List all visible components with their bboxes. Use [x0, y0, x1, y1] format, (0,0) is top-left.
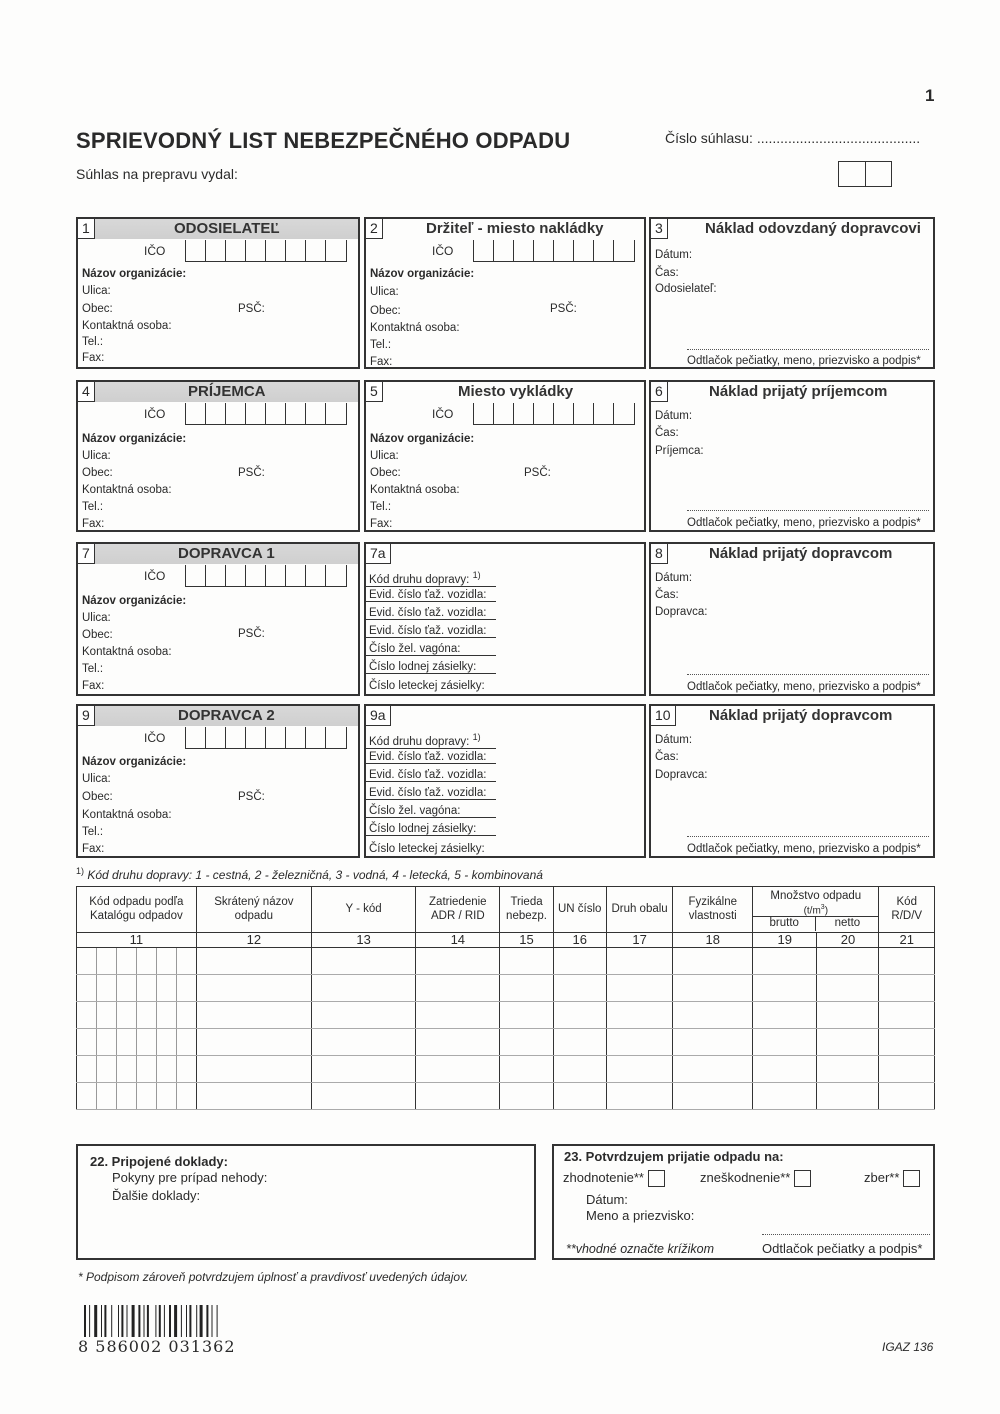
fax-field[interactable]: Fax:	[370, 518, 393, 530]
barcode-number: 8 586002 031362	[78, 1337, 236, 1356]
street-field[interactable]: Ulica:	[370, 450, 399, 462]
col-number: 21	[879, 933, 935, 948]
table-cell[interactable]	[753, 1029, 817, 1056]
receipt-title: 23. Potvrdzujem prijatie odpadu na:	[564, 1149, 784, 1164]
transport-code-label: Kód druhu dopravy:	[369, 735, 470, 748]
form-title: SPRIEVODNÝ LIST NEBEZPEČNÉHO ODPADU	[76, 128, 571, 153]
table-cell[interactable]	[673, 948, 753, 975]
table-cell[interactable]	[553, 1029, 606, 1056]
footnote-text: Kód druhu dopravy: 1 - cestná, 2 - železničná, 3 - vodná, 4 - letecká, 5 - kombinovaná	[87, 868, 543, 882]
section-number: 3	[651, 219, 668, 239]
attached-documents-box	[76, 1144, 536, 1260]
psc-field[interactable]: PSČ:	[524, 467, 551, 479]
col-number: 17	[606, 933, 673, 948]
table-cell[interactable]	[416, 1002, 500, 1029]
table-cell[interactable]	[606, 1029, 673, 1056]
fax-field[interactable]: Fax:	[82, 680, 105, 692]
table-cell[interactable]	[673, 1029, 753, 1056]
quantity-label: Množstvo odpadu	[770, 890, 862, 903]
street-field[interactable]: Ulica:	[82, 773, 111, 785]
col-header-rdv-code: Kód R/D/V	[879, 887, 935, 933]
section-holder-loading	[364, 217, 646, 369]
recovery-label: zhodnotenie**	[563, 1170, 644, 1185]
psc-field[interactable]: PSČ:	[238, 791, 265, 803]
table-cell[interactable]	[77, 975, 197, 1002]
table-cell[interactable]	[817, 1056, 879, 1083]
table-cell[interactable]	[77, 1056, 197, 1083]
ico-input[interactable]	[144, 565, 347, 587]
transport-code-footnote	[76, 866, 543, 882]
col-header-brutto: brutto	[753, 917, 816, 931]
other-documents-field[interactable]: Ďalšie doklady:	[112, 1188, 201, 1203]
table-cell[interactable]	[416, 975, 500, 1002]
waste-table	[76, 886, 935, 1110]
city-field[interactable]: Obec:	[82, 467, 113, 479]
col-header-quantity	[753, 887, 879, 933]
page-number: 1	[925, 86, 935, 105]
section-number: 9a	[366, 706, 391, 726]
ico-input[interactable]	[432, 403, 635, 425]
carrier-field[interactable]: Dopravca:	[655, 769, 708, 781]
fax-field[interactable]: Fax:	[370, 356, 393, 368]
truck-plate-field[interactable]: Evid. číslo ťaž. vozidla:	[366, 787, 496, 800]
receipt-confirmation-box	[552, 1144, 935, 1260]
table-cell[interactable]	[879, 1029, 935, 1056]
col-header-short-name: Skrátený názov odpadu	[196, 887, 311, 933]
attached-documents-title: 22. Pripojené doklady:	[90, 1154, 228, 1169]
col-number: 14	[416, 933, 500, 948]
table-cell[interactable]	[817, 975, 879, 1002]
ico-label: IČO	[144, 244, 166, 258]
table-cell[interactable]	[77, 948, 197, 975]
ico-input[interactable]	[144, 240, 347, 262]
section-title: DOPRAVCA 2	[178, 707, 275, 724]
table-cell[interactable]	[606, 948, 673, 975]
time-field[interactable]: Čas:	[655, 589, 679, 601]
consent-code-boxes[interactable]	[838, 161, 892, 187]
wagon-number-field[interactable]: Číslo žel. vagóna:	[366, 805, 496, 818]
city-field[interactable]: Obec:	[370, 467, 401, 479]
psc-field[interactable]: PSČ:	[238, 303, 265, 315]
col-header-physical: Fyzikálne vlastnosti	[673, 887, 753, 933]
table-cell[interactable]	[879, 975, 935, 1002]
table-row	[77, 1002, 935, 1029]
section-received-recipient	[649, 380, 935, 532]
stamp-signature-area[interactable]: Odtlačok pečiatky a podpis*	[762, 1241, 923, 1256]
section-number: 1	[78, 219, 95, 239]
table-cell[interactable]	[673, 1056, 753, 1083]
org-name-field[interactable]: Názov organizácie:	[370, 268, 475, 280]
ico-label: IČO	[144, 569, 166, 583]
org-name-field[interactable]: Názov organizácie:	[370, 433, 475, 445]
tel-field[interactable]: Tel.:	[82, 501, 104, 513]
street-field[interactable]: Ulica:	[370, 286, 399, 298]
ship-number-field[interactable]: Číslo lodnej zásielky:	[366, 661, 496, 674]
date-field[interactable]: Dátum:	[586, 1192, 628, 1207]
col-header-un-number: UN číslo	[553, 887, 606, 933]
table-cell[interactable]	[879, 1056, 935, 1083]
table-cell[interactable]	[753, 975, 817, 1002]
disposal-option[interactable]	[700, 1170, 811, 1187]
table-cell[interactable]	[553, 975, 606, 1002]
section-title: Náklad prijatý príjemcom	[709, 383, 888, 400]
table-cell[interactable]	[606, 975, 673, 1002]
table-cell[interactable]	[553, 1083, 606, 1110]
table-cell[interactable]	[196, 1029, 311, 1056]
consent-number-field[interactable]: Číslo súhlasu: ..........................................	[665, 130, 921, 146]
table-cell[interactable]	[817, 1002, 879, 1029]
table-cell[interactable]	[196, 1083, 311, 1110]
table-cell[interactable]	[416, 1083, 500, 1110]
section-number: 4	[78, 382, 95, 402]
city-field[interactable]: Obec:	[82, 629, 113, 641]
truck-plate-field[interactable]: Evid. číslo ťaž. vozidla:	[366, 751, 496, 764]
section-title: PRÍJEMCA	[188, 383, 266, 400]
time-field[interactable]: Čas:	[655, 751, 679, 763]
footnote-mark: 1)	[472, 732, 481, 742]
stamp-signature-area[interactable]: Odtlačok pečiatky, meno, priezvisko a podpis*	[687, 355, 921, 367]
ico-label: IČO	[432, 244, 454, 258]
table-cell[interactable]	[753, 948, 817, 975]
city-field[interactable]: Obec:	[82, 791, 113, 803]
table-cell[interactable]	[500, 1056, 553, 1083]
contact-field[interactable]: Kontaktná osoba:	[82, 320, 172, 332]
table-cell[interactable]	[817, 1029, 879, 1056]
stamp-signature-area[interactable]: Odtlačok pečiatky, meno, priezvisko a podpis*	[687, 517, 921, 529]
ico-label: IČO	[432, 407, 454, 421]
air-number-field[interactable]: Číslo leteckej zásielky:	[369, 680, 485, 692]
street-field[interactable]: Ulica:	[82, 612, 111, 624]
consent-issuer-label: Súhlas na prepravu vydal:	[76, 166, 238, 182]
col-header-y-code: Y - kód	[312, 887, 416, 933]
table-cell[interactable]	[500, 975, 553, 1002]
section-title: Náklad prijatý dopravcom	[709, 707, 893, 724]
table-cell[interactable]	[553, 1056, 606, 1083]
table-row	[77, 948, 935, 975]
date-field[interactable]: Dátum:	[655, 249, 693, 261]
stamp-signature-area[interactable]: Odtlačok pečiatky, meno, priezvisko a podpis*	[687, 843, 921, 855]
contact-field[interactable]: Kontaktná osoba:	[82, 484, 172, 496]
psc-field[interactable]: PSČ:	[238, 628, 265, 640]
signature-footnote: * Podpisom zároveň potvrdzujem úplnosť a pravdivosť uvedených údajov.	[78, 1270, 469, 1284]
time-field[interactable]: Čas:	[655, 267, 679, 279]
stamp-signature-area[interactable]: Odtlačok pečiatky, meno, priezvisko a podpis*	[687, 681, 921, 693]
date-field[interactable]: Dátum:	[655, 410, 693, 422]
section-number: 6	[651, 382, 668, 402]
table-cell[interactable]	[77, 1083, 197, 1110]
fax-field[interactable]: Fax:	[82, 352, 105, 364]
section-title: Náklad odovzdaný dopravcovi	[705, 220, 921, 237]
section-number: 10	[651, 706, 676, 726]
table-cell[interactable]	[196, 975, 311, 1002]
ico-label: IČO	[144, 407, 166, 421]
section-carrier-1	[76, 542, 360, 696]
table-cell[interactable]	[879, 948, 935, 975]
table-cell[interactable]	[500, 1083, 553, 1110]
street-field[interactable]: Ulica:	[82, 450, 111, 462]
carrier-field[interactable]: Dopravca:	[655, 606, 708, 618]
table-cell[interactable]	[879, 1002, 935, 1029]
section-title: DOPRAVCA 1	[178, 545, 275, 562]
psc-field[interactable]: PSČ:	[550, 303, 577, 315]
section-carrier-1-transport	[364, 542, 646, 696]
city-field[interactable]: Obec:	[82, 303, 113, 315]
disposal-checkbox[interactable]	[794, 1170, 811, 1187]
sender-field[interactable]: Odosielateľ:	[655, 283, 717, 295]
contact-field[interactable]: Kontaktná osoba:	[370, 322, 460, 334]
section-title: ODOSIELATEĽ	[174, 220, 280, 237]
section-number: 9	[78, 706, 95, 726]
table-number-row	[77, 933, 935, 948]
col-number: 16	[553, 933, 606, 948]
section-title: Držiteľ - miesto nakládky	[426, 220, 604, 237]
tel-field[interactable]: Tel.:	[82, 663, 104, 675]
col-header-packaging: Druh obalu	[606, 887, 673, 933]
section-number: 7	[78, 544, 95, 564]
table-cell[interactable]	[416, 948, 500, 975]
table-cell[interactable]	[77, 1002, 197, 1029]
table-cell[interactable]	[312, 1083, 416, 1110]
section-number: 8	[651, 544, 668, 564]
col-number: 18	[673, 933, 753, 948]
table-cell[interactable]	[312, 1002, 416, 1029]
table-cell[interactable]	[673, 1002, 753, 1029]
table-cell[interactable]	[312, 1056, 416, 1083]
section-carrier-2	[76, 704, 360, 858]
table-cell[interactable]	[416, 1029, 500, 1056]
recovery-checkbox[interactable]	[648, 1170, 665, 1187]
section-number: 7a	[366, 544, 391, 564]
transport-code-label: Kód druhu dopravy:	[369, 573, 470, 586]
table-cell[interactable]	[312, 1029, 416, 1056]
table-cell[interactable]	[606, 1056, 673, 1083]
contact-field[interactable]: Kontaktná osoba:	[370, 484, 460, 496]
table-cell[interactable]	[416, 1056, 500, 1083]
section-unloading-place	[364, 380, 646, 532]
col-header-hazard-class: Trieda nebezp.	[500, 887, 553, 933]
tel-field[interactable]: Tel.:	[82, 336, 104, 348]
truck-plate-field[interactable]: Evid. číslo ťaž. vozidla:	[366, 625, 496, 638]
receiver-field[interactable]: Príjemca:	[655, 445, 704, 457]
section-received-carrier-1	[649, 542, 935, 696]
section-carrier-2-transport	[364, 704, 646, 858]
col-number: 13	[312, 933, 416, 948]
date-field[interactable]: Dátum:	[655, 572, 693, 584]
recovery-option[interactable]	[563, 1170, 665, 1187]
table-cell[interactable]	[673, 975, 753, 1002]
table-row	[77, 975, 935, 1002]
time-field[interactable]: Čas:	[655, 427, 679, 439]
section-received-carrier-2	[649, 704, 935, 858]
org-name-field[interactable]: Názov organizácie:	[82, 595, 187, 607]
table-header-row	[77, 887, 935, 933]
tel-field[interactable]: Tel.:	[370, 501, 392, 513]
accident-instructions-field[interactable]: Pokyny pre prípad nehody:	[112, 1170, 268, 1185]
table-row	[77, 1083, 935, 1110]
form-code: IGAZ 136	[882, 1340, 934, 1354]
name-field[interactable]: Meno a priezvisko:	[586, 1208, 695, 1223]
table-cell[interactable]	[753, 1083, 817, 1110]
psc-field[interactable]: PSČ:	[238, 467, 265, 479]
table-cell[interactable]	[753, 1056, 817, 1083]
table-cell[interactable]	[553, 948, 606, 975]
col-number: 20	[817, 933, 879, 948]
ship-number-field[interactable]: Číslo lodnej zásielky:	[366, 823, 496, 836]
section-sender	[76, 217, 360, 369]
table-cell[interactable]	[196, 1056, 311, 1083]
table-cell[interactable]	[500, 1002, 553, 1029]
table-cell[interactable]	[753, 1002, 817, 1029]
table-cell[interactable]	[312, 975, 416, 1002]
col-header-adr-rid: Zatriedenie ADR / RID	[416, 887, 500, 933]
table-cell[interactable]	[77, 1029, 197, 1056]
org-name-field[interactable]: Názov organizácie:	[82, 433, 187, 445]
ico-input[interactable]	[432, 240, 635, 262]
col-number: 15	[500, 933, 553, 948]
col-header-netto: netto	[834, 916, 861, 929]
table-cell[interactable]	[196, 948, 311, 975]
collection-checkbox[interactable]	[903, 1170, 920, 1187]
truck-plate-field[interactable]: Evid. číslo ťaž. vozidla:	[366, 589, 496, 602]
table-cell[interactable]	[879, 1083, 935, 1110]
section-handover-carrier	[649, 217, 935, 369]
table-cell[interactable]	[500, 1029, 553, 1056]
org-name-field[interactable]: Názov organizácie:	[82, 268, 187, 280]
ico-input[interactable]	[144, 727, 347, 749]
org-name-field[interactable]: Názov organizácie:	[82, 756, 187, 768]
street-field[interactable]: Ulica:	[82, 285, 111, 297]
truck-plate-field[interactable]: Evid. číslo ťaž. vozidla:	[366, 769, 496, 782]
date-field[interactable]: Dátum:	[655, 734, 693, 746]
fax-field[interactable]: Fax:	[82, 843, 105, 855]
table-row	[77, 1056, 935, 1083]
tel-field[interactable]: Tel.:	[370, 339, 392, 351]
truck-plate-field[interactable]: Evid. číslo ťaž. vozidla:	[366, 607, 496, 620]
table-cell[interactable]	[196, 1002, 311, 1029]
table-cell[interactable]	[553, 1002, 606, 1029]
transport-code-field[interactable]	[366, 732, 496, 749]
section-title: Náklad prijatý dopravcom	[709, 545, 893, 562]
fax-field[interactable]: Fax:	[82, 518, 105, 530]
contact-field[interactable]: Kontaktná osoba:	[82, 646, 172, 658]
col-header-waste-code: Kód odpadu podľa Katalógu odpadov	[77, 887, 197, 933]
tel-field[interactable]: Tel.:	[82, 826, 104, 838]
section-number: 5	[366, 382, 383, 402]
ico-label: IČO	[144, 731, 166, 745]
checkbox-note: **vhodné označte krížikom	[566, 1242, 714, 1256]
air-number-field[interactable]: Číslo leteckej zásielky:	[369, 843, 485, 855]
table-cell[interactable]	[817, 948, 879, 975]
wagon-number-field[interactable]: Číslo žel. vagóna:	[366, 643, 496, 656]
table-cell[interactable]	[606, 1002, 673, 1029]
quantity-unit: $(t/m^3)$	[803, 903, 829, 916]
col-number: 19	[753, 933, 817, 948]
table-cell[interactable]	[312, 948, 416, 975]
table-cell[interactable]	[500, 948, 553, 975]
table-cell[interactable]	[817, 1083, 879, 1110]
table-row	[77, 1029, 935, 1056]
collection-option[interactable]	[864, 1170, 920, 1187]
footnote-mark: 1)	[472, 570, 481, 580]
section-recipient	[76, 380, 360, 532]
ico-input[interactable]	[144, 403, 347, 425]
contact-field[interactable]: Kontaktná osoba:	[82, 809, 172, 821]
table-cell[interactable]	[673, 1083, 753, 1110]
footnote-mark: 1)	[76, 866, 85, 876]
col-number: 11	[77, 933, 197, 948]
city-field[interactable]: Obec:	[370, 305, 401, 317]
col-number: 12	[196, 933, 311, 948]
collection-label: zber**	[864, 1170, 900, 1185]
disposal-label: zneškodnenie**	[700, 1170, 791, 1185]
table-cell[interactable]	[606, 1083, 673, 1110]
section-title: Miesto vykládky	[458, 383, 574, 400]
section-number: 2	[366, 219, 383, 239]
transport-code-field[interactable]	[366, 570, 496, 587]
